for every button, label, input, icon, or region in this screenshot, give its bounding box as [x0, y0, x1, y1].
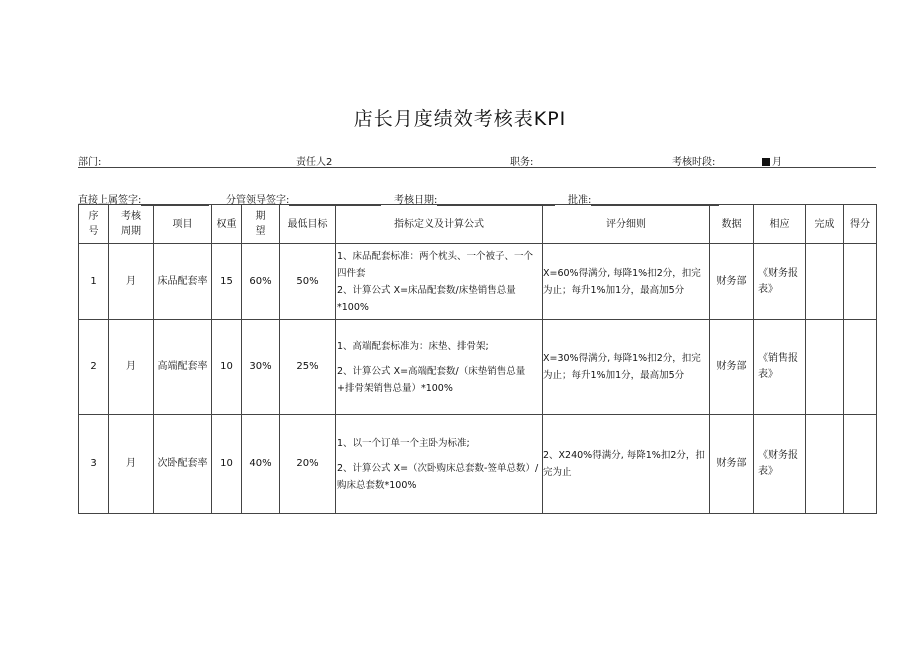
cell-weight: 10	[212, 320, 242, 415]
header-cell: 权重	[212, 205, 242, 244]
header-cell: 序号	[79, 205, 109, 244]
cell-min: 20%	[280, 415, 336, 514]
cell-data-source: 财务部	[710, 244, 754, 320]
header-cell: 考核周期	[109, 205, 154, 244]
cell-expect: 60%	[242, 244, 280, 320]
leader-sign-field: 分管领导签字:	[226, 191, 381, 206]
cell-done	[806, 244, 844, 320]
cell-weight: 10	[212, 415, 242, 514]
cell-item: 床品配套率	[154, 244, 212, 320]
header-cell: 得分	[844, 205, 877, 244]
cell-weight: 15	[212, 244, 242, 320]
cell-resp: 《财务报表》	[754, 244, 806, 320]
period-label: 考核时段:	[672, 157, 716, 168]
table-row	[79, 244, 877, 320]
cell-formula: 1、高端配套标准为：床垫、排骨架; 2、计算公式 X=高端配套数/（床垫销售总量+排骨架销售总量）*100%	[336, 320, 543, 415]
position-label: 职务:	[510, 157, 534, 168]
cell-rule: X=60%得满分, 每降1%扣2分，扣完为止；每升1%加1分，最高加5分	[543, 244, 710, 320]
header-cell: 最低目标	[280, 205, 336, 244]
approve-field: 批准:	[568, 191, 719, 206]
checkbox-square-icon	[762, 158, 770, 166]
cell-cycle: 月	[109, 320, 154, 415]
cell-score	[844, 244, 877, 320]
cell-formula: 1、床品配套标准：两个枕头、一个被子、一个四件套 2、计算公式 X=床品配套数/床垫销售总量*100%	[336, 244, 543, 320]
cell-min: 50%	[280, 244, 336, 320]
cell-data-source: 财务部	[710, 415, 754, 514]
date-field: 考核日期:	[394, 191, 555, 206]
cell-no: 3	[79, 415, 109, 514]
cell-done	[806, 320, 844, 415]
cell-data-source: 财务部	[710, 320, 754, 415]
page-title: 店长月度绩效考核表KPI	[353, 108, 567, 130]
header-cell: 相应	[754, 205, 806, 244]
cell-item: 高端配套率	[154, 320, 212, 415]
signature-row	[78, 189, 876, 205]
header-cell: 完成	[806, 205, 844, 244]
cell-rule: X=30%得满分, 每降1%扣2分，扣完为止；每升1%加1分，最高加5分	[543, 320, 710, 415]
header-cell: 数据	[710, 205, 754, 244]
header-info-row	[78, 151, 876, 168]
dept-label: 部门:	[78, 157, 102, 168]
header-cell: 指标定义及计算公式	[336, 205, 543, 244]
cell-expect: 40%	[242, 415, 280, 514]
table-header-row	[79, 205, 877, 244]
cell-resp: 《销售报表》	[754, 320, 806, 415]
cell-no: 1	[79, 244, 109, 320]
cell-score	[844, 415, 877, 514]
cell-min: 25%	[280, 320, 336, 415]
cell-cycle: 月	[109, 244, 154, 320]
cell-resp: 《财务报表》	[754, 415, 806, 514]
cell-cycle: 月	[109, 415, 154, 514]
supervisor-sign-field: 直接上属签字:	[78, 191, 209, 206]
cell-item: 次卧配套率	[154, 415, 212, 514]
cell-score	[844, 320, 877, 415]
period-value: 月	[762, 153, 782, 168]
table-row	[79, 415, 877, 514]
cell-done	[806, 415, 844, 514]
header-cell: 期望	[242, 205, 280, 244]
owner-label: 责任人2	[296, 157, 333, 168]
cell-rule: 2、X240%得满分, 每降1%扣2分，扣完为止	[543, 415, 710, 514]
header-cell: 项目	[154, 205, 212, 244]
table-row	[79, 320, 877, 415]
kpi-table	[78, 204, 877, 514]
cell-no: 2	[79, 320, 109, 415]
cell-expect: 30%	[242, 320, 280, 415]
header-cell: 评分细则	[543, 205, 710, 244]
cell-formula: 1、以一个订单一个主卧为标准; 2、计算公式 X=（次卧购床总套数-签单总数）/购床总套数*100%	[336, 415, 543, 514]
